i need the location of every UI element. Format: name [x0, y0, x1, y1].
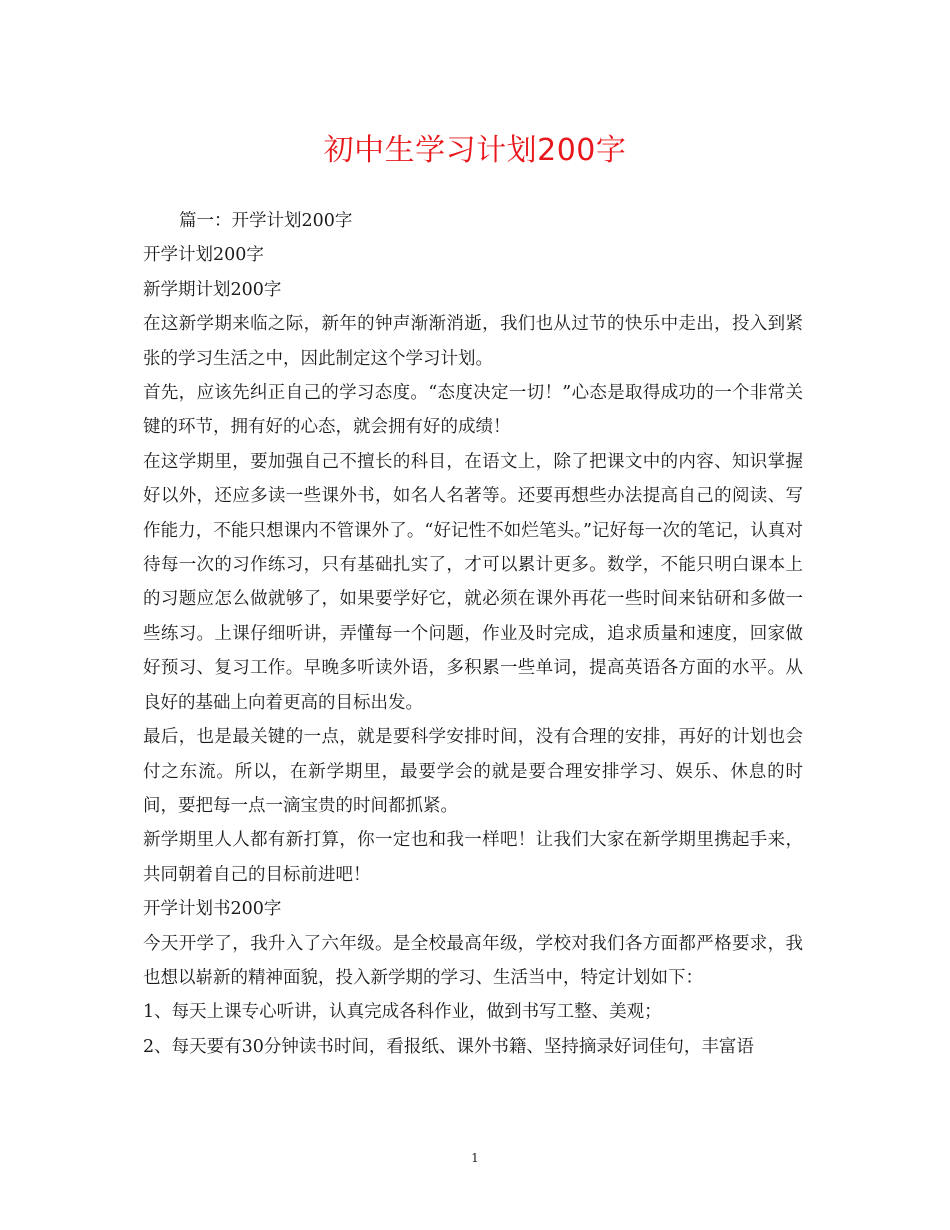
paragraph: 今天开学了，我升入了六年级。是全校最高年级，学校对我们各方面都严格要求，我也想以崭新的精神面貌，投入新学期的学习、生活当中，特定计划如下： [143, 933, 803, 988]
paragraph: 在这学期里，要加强自己不擅长的科目，在语文上，除了把课文中的内容、知识掌握好以外，还应多读一些课外书，如名人名著等。还要再想些办法提高自己的阅读、写作能力，不能只想课内不管课外了。“好记性不如烂笔头。”记好每一次的笔记，认真对待每一次的习作练习，只有基础扎实了，才可以累计更多。数学，不能只明白课本上的习题应怎么做就够了，如果要学好它，就必须在课外再花一些时间来钻研和多做一些练习。上课仔细听讲，弄懂每一个问题，作业及时完成，追求质量和速度，回家做好预习、复习工作。早晚多听读外语，多积累一些单词，提高英语各方面的水平。从良好的基础上向着更高的目标出发。 [143, 451, 803, 713]
paragraph-subheading: 开学计划200字 [143, 245, 264, 266]
list-item: 2、每天要有30分钟读书时间，看报纸、课外书籍、坚持摘录好词佳句，丰富语 [143, 1036, 754, 1057]
document-title: 初中生学习计划200字 [323, 133, 627, 168]
paragraph: 首先，应该先纠正自己的学习态度。“态度决定一切！”心态是取得成功的一个非常关键的环节，拥有好的心态，就会拥有好的成绩！ [143, 383, 803, 438]
paragraph: 在这新学期来临之际，新年的钟声渐渐消逝，我们也从过节的快乐中走出，投入到紧张的学习生活之中，因此制定这个学习计划。 [143, 314, 803, 369]
document-body [143, 204, 803, 1064]
paragraph-subheading: 开学计划书200字 [143, 899, 282, 920]
page-number: 1 [471, 1151, 479, 1165]
paragraph-subheading: 新学期计划200字 [143, 279, 282, 300]
paragraph: 最后，也是最关键的一点，就是要科学安排时间，没有合理的安排，再好的计划也会付之东流。所以，在新学期里，最要学会的就是要合理安排学习、娱乐、休息的时间，要把每一点一滴宝贵的时间都抓紧。 [143, 727, 803, 816]
paragraph: 新学期里人人都有新打算，你一定也和我一样吧！让我们大家在新学期里携起手来，共同朝着自己的目标前进吧！ [143, 830, 803, 885]
list-item: 1、每天上课专心听讲，认真完成各科作业，做到书写工整、美观； [143, 1002, 662, 1023]
section-heading: 篇一：开学计划200字 [179, 211, 353, 231]
